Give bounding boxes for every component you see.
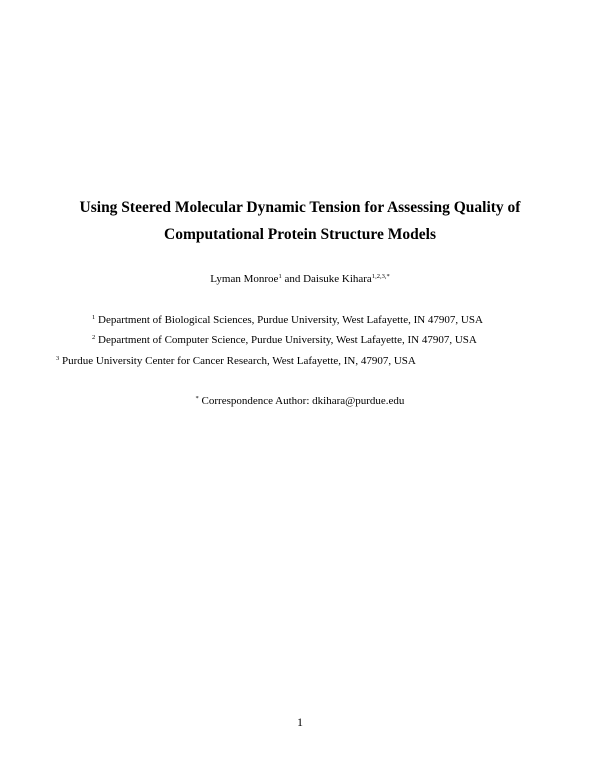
author-list	[0, 273, 600, 285]
paper-title-line-2: Computational Protein Structure Models	[164, 226, 436, 243]
affiliation-text: Department of Computer Science, Purdue University, West Lafayette, IN 47907, USA	[95, 334, 477, 346]
correspondence-marker: *	[195, 395, 199, 402]
paper-title-line-1: Using Steered Molecular Dynamic Tension for Assessing Quality of	[79, 199, 521, 216]
affiliation-1	[92, 314, 483, 326]
affiliation-2	[92, 334, 477, 346]
affiliation-text: Department of Biological Sciences, Purdue University, West Lafayette, IN 47907, USA	[95, 314, 483, 326]
author-affiliation-marker: 1,2,3,*	[371, 273, 390, 280]
correspondence-text: Correspondence Author: dkihara@purdue.edu	[198, 395, 405, 407]
author-affiliation-marker: 1	[278, 273, 282, 280]
author-name: Lyman Monroe	[210, 273, 279, 285]
affiliation-marker: 3	[56, 355, 60, 362]
affiliation-marker: 2	[92, 334, 96, 341]
affiliation-3	[56, 355, 416, 367]
page-number: 1	[297, 715, 303, 729]
correspondence-note	[0, 395, 600, 407]
affiliation-marker: 1	[92, 314, 96, 321]
affiliation-text: Purdue University Center for Cancer Research, West Lafayette, IN, 47907, USA	[59, 355, 416, 367]
author-name: Daisuke Kihara	[303, 273, 372, 285]
author-connector: and	[281, 273, 304, 285]
